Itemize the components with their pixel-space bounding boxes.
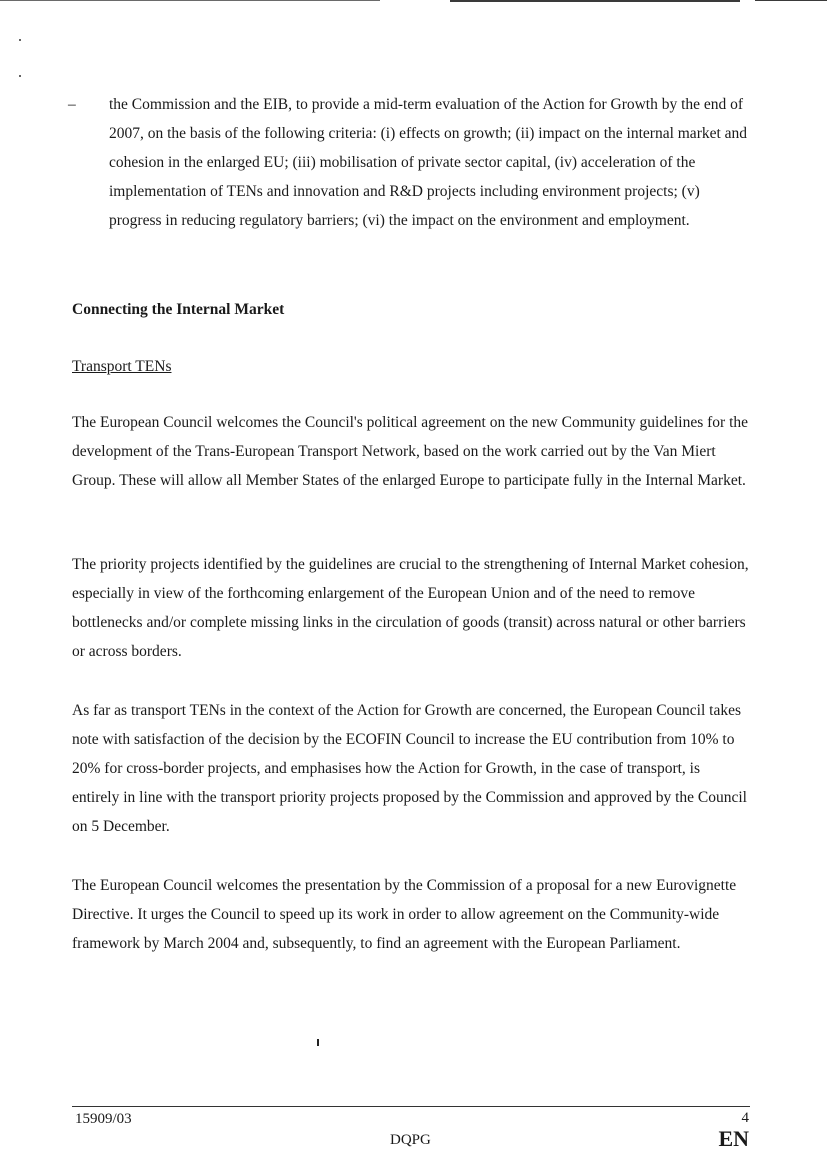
paragraph-action-for-growth: As far as transport TENs in the context of the Action for Growth are concerned, the European Council takes note with satisfaction of the decision by the ECOFIN Council to increase the EU contribution from 10% to 20% for cross-border projects, and emphasises how the Action for Growth, in the case of transport, is entirely in line with the transport priority projects proposed by the Commission and approved by the Council on 5 December. [72,702,747,835]
evaluation-bullet [68,90,748,235]
paragraph-priority-projects: The priority projects identified by the guidelines are crucial to the strengthening of Internal Market cohesion, especially in view of the forthcoming enlargement of the European Union and of the need to remove bottlenecks and/or complete missing links in the circulation of goods (transit) across natural or other barriers or across borders. [72,556,749,660]
footer-doc-ref: 15909/03 [75,1111,132,1127]
footer-language: EN [718,1126,749,1151]
scan-edge-line [0,0,380,1]
footer-dept: DQPG [390,1132,431,1148]
paragraph-guidelines: The European Council welcomes the Council's political agreement on the new Community guidelines for the development of the Trans-European Transport Network, based on the work carried out by the Van Miert Group. These will allow all Member States of the enlarged Europe to participate fully in the Internal Market. [72,414,749,489]
scan-speck [19,39,21,41]
footer-page-number: 4 [741,1110,749,1126]
scan-speck [19,75,21,77]
scan-edge-line [450,0,740,2]
scan-edge-line [755,0,827,1]
scan-speck [317,1039,319,1046]
bullet-dash: – [68,96,76,113]
footer-rule [72,1106,750,1107]
section-heading: Connecting the Internal Market [72,301,285,318]
bullet-text: the Commission and the EIB, to provide a mid-term evaluation of the Action for Growth by the end of 2007, on the basis of the following criteria: (i) effects on growth; (ii) impact on the internal market and cohesion in the enlarged EU; (iii) mobilisation of private sector capital, (iv) acceleration of the implementation of TENs and innovation and R&D projects including environment projects; (v) progress in reducing regulatory barriers; (vi) the impact on the environment and employment. [109,96,748,229]
section-subheading: Transport TENs [72,358,172,375]
paragraph-eurovignette: The European Council welcomes the presentation by the Commission of a proposal for a new Eurovignette Directive. It urges the Council to speed up its work in order to allow agreement on the Community-wide framework by March 2004 and, subsequently, to find an agreement with the European Parliament. [72,877,737,952]
